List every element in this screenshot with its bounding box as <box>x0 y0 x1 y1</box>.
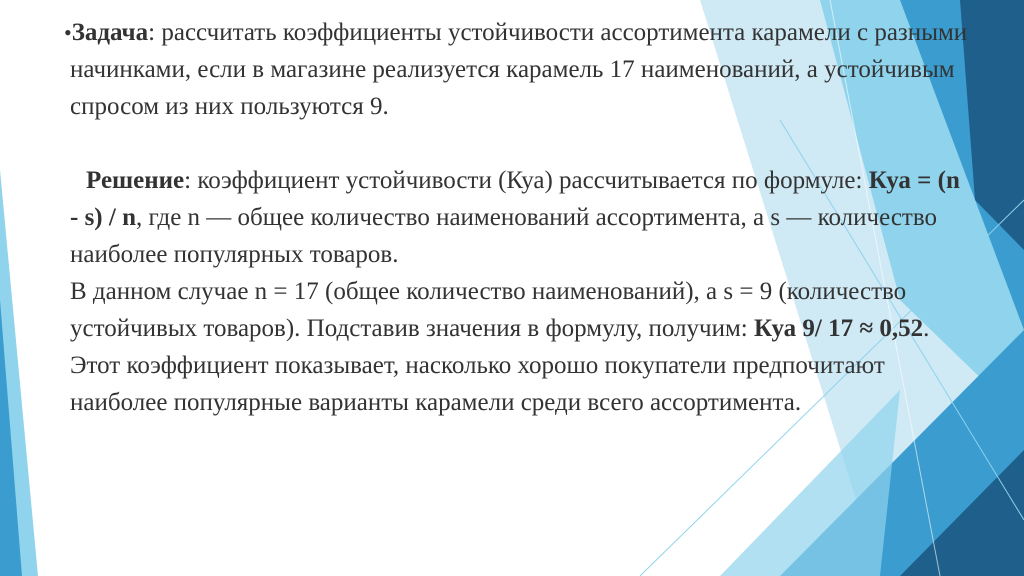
solution-text-1: : коэффициент устойчивости (Куа) рассчитывается по формуле: <box>184 167 869 194</box>
case-text-2: . <box>923 315 930 342</box>
explanation-text: Этот коэффициент показывает, насколько хорошо покупатели предпочитают наиболее популярные варианты карамели среди всего ассортимента. <box>70 352 885 416</box>
paragraph-spacer <box>70 125 970 162</box>
case-paragraph <box>70 273 970 347</box>
solution-text-2: , где n — общее количество наименований ассортимента, а s — количество наиболее популярных товаров. <box>70 204 937 268</box>
result: Куа 9/ 17 ≈ 0,52 <box>753 315 924 342</box>
solution-label: Решение <box>86 167 185 194</box>
task-paragraph <box>64 14 970 125</box>
slide-text <box>64 14 970 421</box>
solution-paragraph <box>70 162 970 273</box>
formula: Куа = (n - s) / n <box>70 167 960 231</box>
task-label: Задача <box>71 19 149 46</box>
task-text: : рассчитать коэффициенты устойчивости ассортимента карамели с разными начинками, если в магазине реализуется карамель 17 наименований, а устойчивым спросом из них пользуются 9. <box>70 19 968 120</box>
case-text-1: В данном случае n = 17 (общее количество наименований), а s = 9 (количество устойчивых товаров). Подставив значения в формулу, получим: <box>70 278 907 342</box>
bullet: • <box>64 20 72 45</box>
explanation-paragraph <box>70 347 970 421</box>
